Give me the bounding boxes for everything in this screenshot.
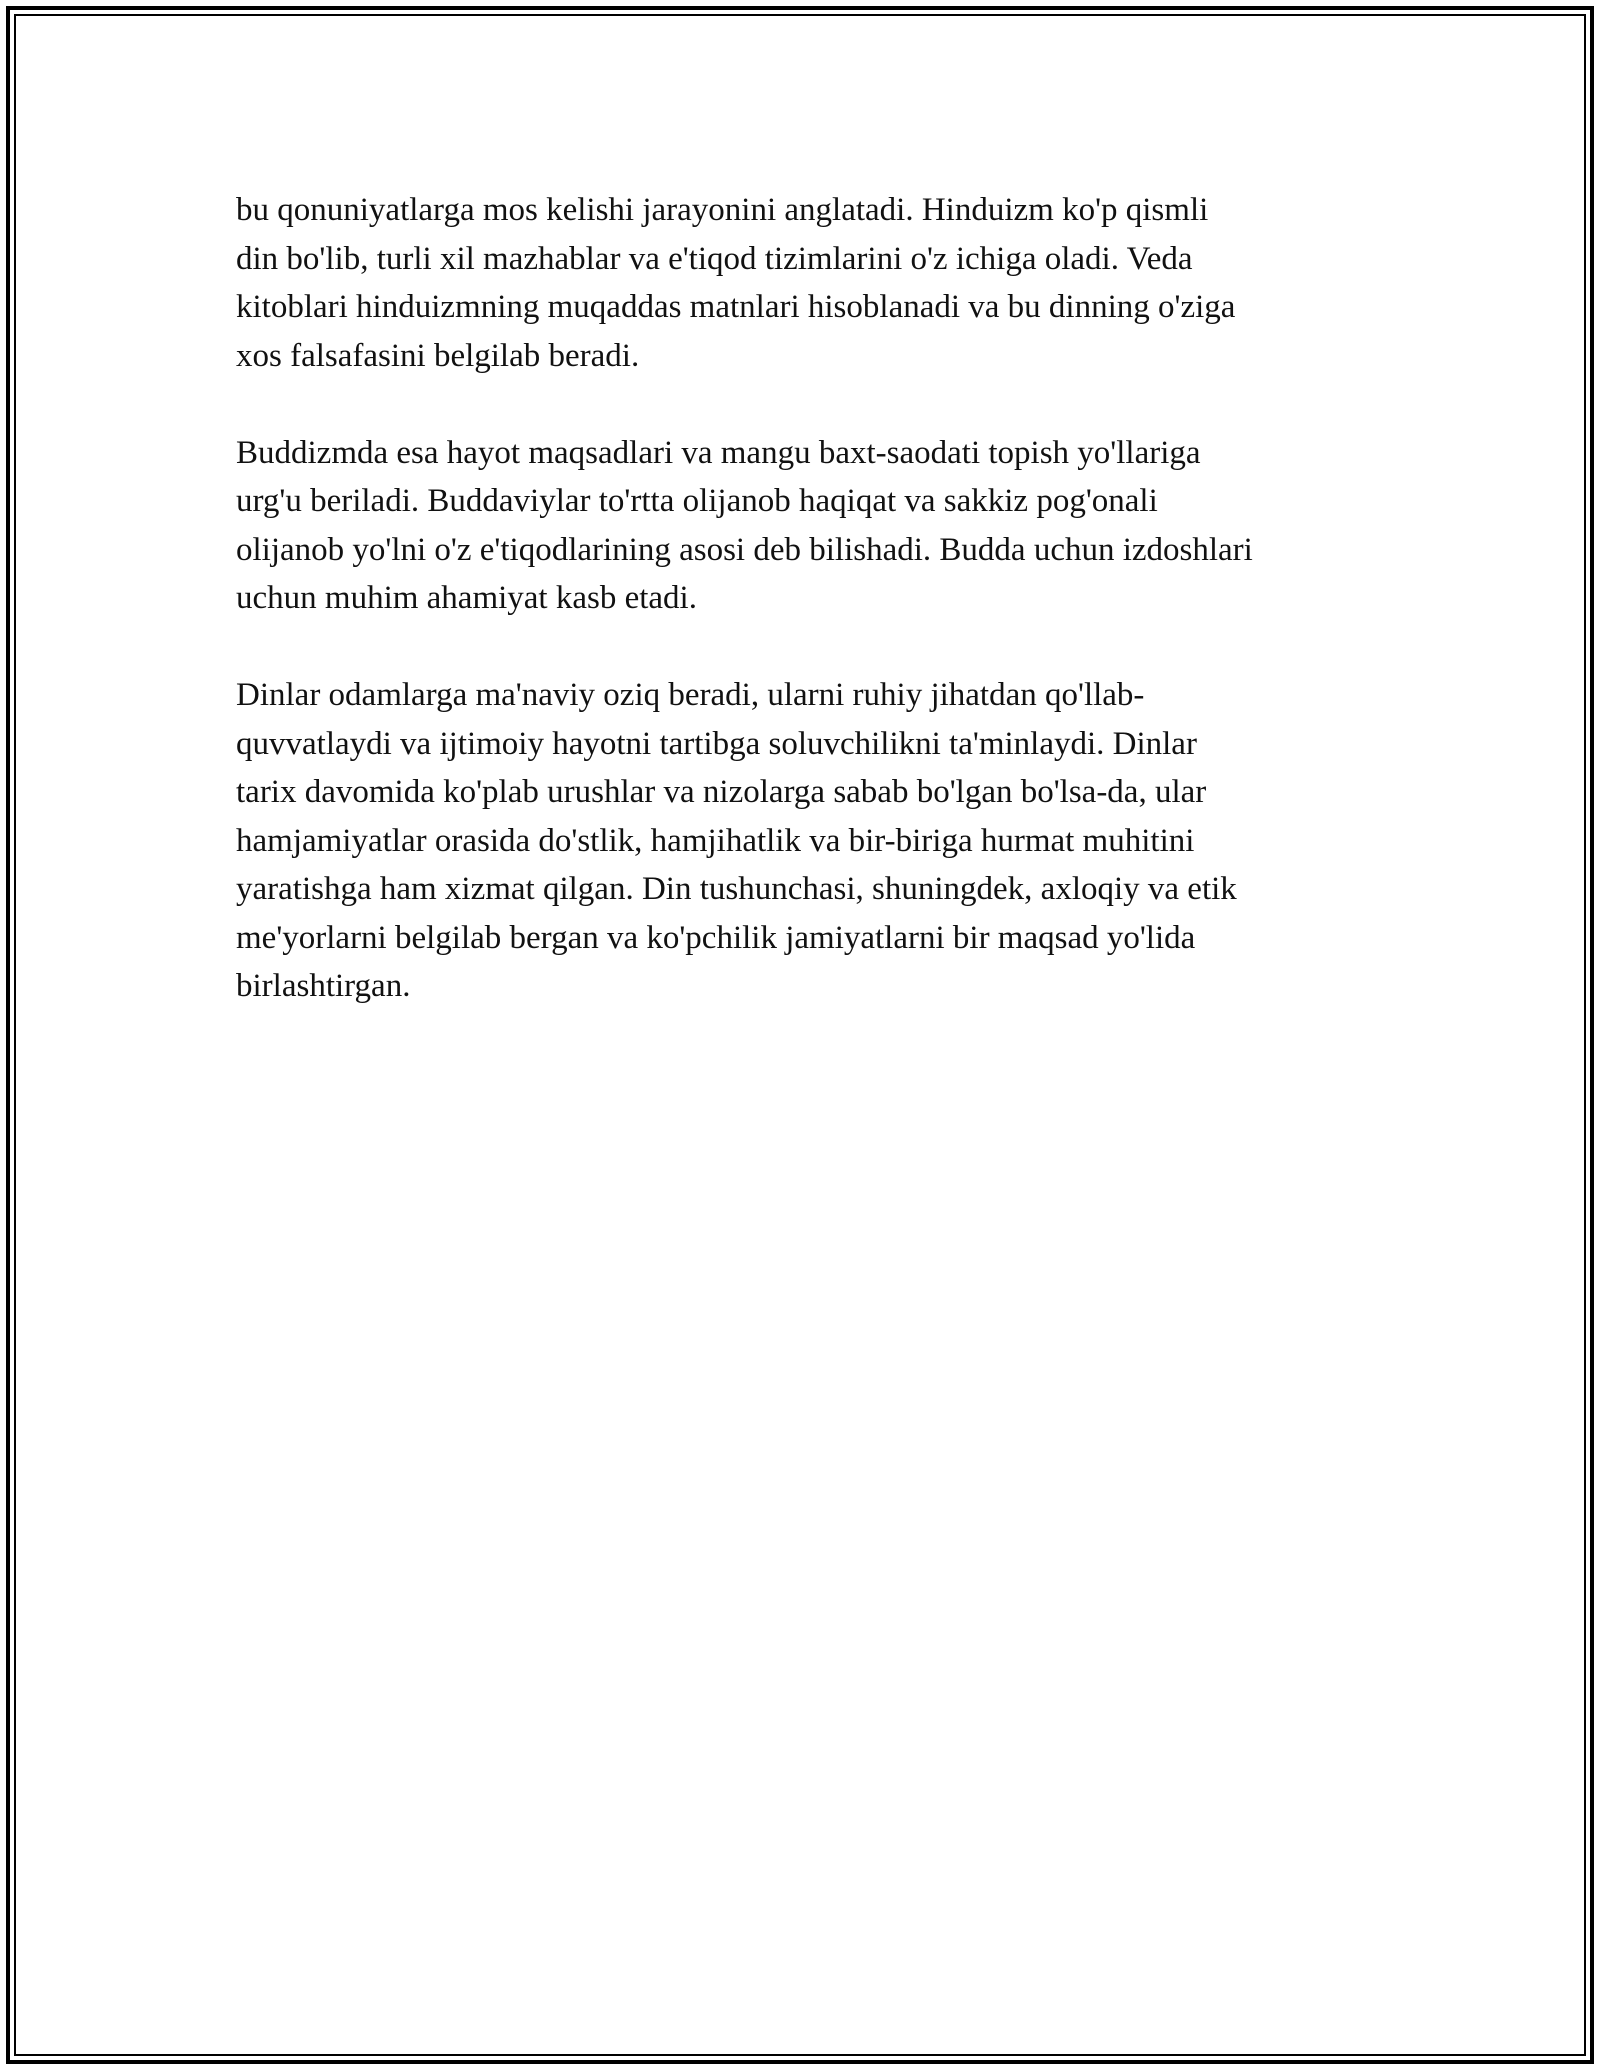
text-line: uchun muhim ahamiyat kasb etadi. <box>236 580 697 616</box>
text-line: hamjamiyatlar orasida do'stlik, hamjihatlik va bir-biriga hurmat muhitini <box>236 822 1195 859</box>
text-line: Buddizmda esa hayot maqsadlari va mangu baxt-saodati topish yo'llariga <box>236 434 1201 471</box>
text-line: xos falsafasini belgilab beradi. <box>236 337 640 374</box>
text-line: me'yorlarni belgilab bergan va ko'pchilik jamiyatlarni bir maqsad yo'lida <box>236 919 1196 956</box>
text-line: urg'u beriladi. Buddaviylar to'rtta olijanob haqiqat va sakkiz pog'onali <box>236 483 1158 519</box>
text-line: kitoblari hinduizmning muqaddas matnlari hisoblanadi va bu dinning o'ziga <box>236 289 1236 325</box>
paragraph-1 <box>236 186 1396 380</box>
text-line: yaratishga ham xizmat qilgan. Din tushunchasi, shuningdek, axloqiy va etik <box>236 871 1237 907</box>
text-line: bu qonuniyatlarga mos kelishi jarayonini anglatadi. Hinduizm ko'p qismli <box>236 192 1209 228</box>
paragraph-3 <box>236 671 1396 1011</box>
document-body <box>236 186 1396 1059</box>
text-line: birlashtirgan. <box>236 968 411 1004</box>
text-line: quvvatlaydi va ijtimoiy hayotni tartibga soluvchilikni ta'minlaydi. Dinlar <box>236 725 1197 762</box>
paragraph-2 <box>236 429 1396 623</box>
text-line: tarix davomida ko'plab urushlar va nizolarga sabab bo'lgan bo'lsa-da, ular <box>236 774 1207 810</box>
text-line: din bo'lib, turli xil mazhablar va e'tiqod tizimlarini o'z ichiga oladi. Veda <box>236 240 1193 277</box>
text-line: Dinlar odamlarga ma'naviy oziq beradi, ularni ruhiy jihatdan qo'llab- <box>236 677 1145 713</box>
text-line: olijanob yo'lni o'z e'tiqodlarining asosi deb bilishadi. Budda uchun izdoshlari <box>236 531 1253 568</box>
